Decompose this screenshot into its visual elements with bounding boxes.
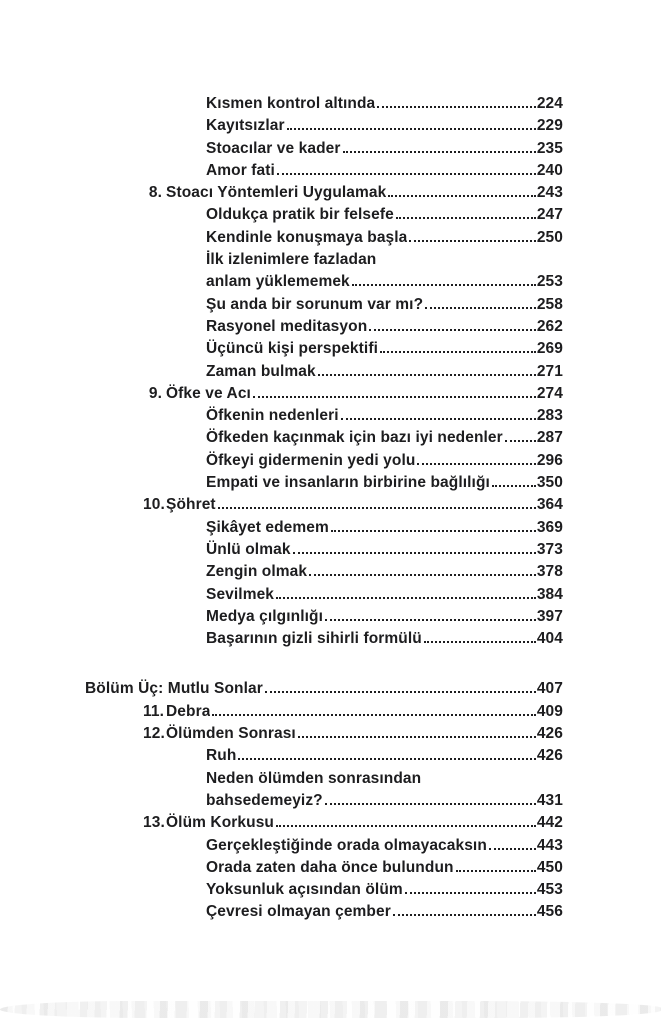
page-number: 431: [536, 791, 563, 809]
toc-entry: [85, 361, 563, 383]
dot-leader: [218, 506, 536, 509]
toc-entry: [85, 494, 563, 516]
entry-title: Ölümden Sonrası: [166, 725, 296, 743]
dot-leader: [238, 757, 535, 760]
dot-leader: [380, 350, 536, 353]
entry-title: Şöhret: [166, 496, 216, 514]
entry-title: Şikâyet edemem: [206, 518, 329, 536]
entry-title: Zengin olmak: [206, 563, 308, 581]
entry-title: Stoacılar ve kader: [206, 139, 341, 157]
dot-leader: [331, 529, 536, 532]
dot-leader: [388, 194, 535, 197]
toc-entry: [85, 115, 563, 137]
entry-title: Bölüm Üç: Mutlu Sonlar: [85, 680, 263, 698]
page-number: 287: [536, 429, 563, 447]
toc-entry: [85, 517, 563, 539]
toc-entry: [85, 745, 563, 767]
chapter-number: 10.: [143, 496, 165, 514]
dot-leader: [456, 869, 536, 872]
entry-title: Şu anda bir sorunum var mı?: [206, 295, 424, 313]
page-number: 269: [536, 340, 563, 358]
dot-leader: [293, 551, 536, 554]
toc-entry: [85, 701, 563, 723]
page-number: 456: [536, 903, 563, 921]
entry-title: Orada zaten daha önce bulundun: [206, 858, 454, 876]
dot-leader: [253, 395, 536, 398]
toc-entry: [85, 204, 563, 226]
entry-title: Sevilmek: [206, 585, 275, 603]
entry-title: Öfkenin nedenleri: [206, 407, 339, 425]
chapter-number: 9.: [148, 384, 162, 402]
toc-entry: [85, 93, 563, 115]
toc-entry: [85, 472, 563, 494]
page-number: 350: [536, 474, 563, 492]
page-number: 240: [536, 161, 563, 179]
toc-entry: [85, 338, 563, 360]
toc-entry: [85, 271, 563, 293]
toc-entry: [85, 160, 563, 182]
page-number: 224: [536, 95, 563, 112]
entry-title: Amor fati: [206, 161, 275, 179]
chapter-number: 12.: [143, 725, 165, 743]
page-number: 262: [536, 317, 563, 335]
dot-leader: [318, 373, 536, 376]
entry-title: Oldukça pratik bir felsefe: [206, 206, 394, 224]
dot-leader: [424, 640, 536, 643]
dot-leader: [492, 484, 536, 487]
page-number: 283: [536, 407, 563, 425]
entry-title: Stoacı Yöntemleri Uygulamak: [166, 184, 387, 202]
toc-list: [85, 93, 563, 924]
page-number: 409: [536, 702, 563, 720]
dot-leader: [277, 172, 536, 175]
dot-leader: [425, 306, 536, 309]
toc-entry: [85, 606, 563, 628]
dot-leader: [276, 596, 536, 599]
page-number: 247: [536, 206, 563, 224]
entry-title: Ölüm Korkusu: [166, 814, 274, 832]
toc-entry: [85, 383, 563, 405]
toc-entry: [85, 628, 563, 650]
page-number: 397: [536, 607, 563, 625]
entry-title: Öfkeyi gidermenin yedi yolu: [206, 451, 416, 469]
dot-leader: [265, 690, 536, 693]
entry-title: Başarının gizli sihirli formülü: [206, 630, 422, 648]
page-number: 271: [536, 362, 563, 380]
entry-title: Ünlü olmak: [206, 540, 291, 558]
page-number: 250: [536, 228, 563, 246]
page-number: 274: [536, 384, 563, 402]
entry-title: Üçüncü kişi perspektifi: [206, 340, 378, 358]
dot-leader: [287, 127, 536, 130]
page-number: 450: [536, 858, 563, 876]
dot-leader: [369, 328, 536, 331]
toc-entry: [85, 561, 563, 583]
dot-leader: [377, 105, 536, 108]
toc-entry: [85, 316, 563, 338]
dot-leader: [396, 216, 536, 219]
toc-entry: [85, 138, 563, 160]
toc-entry: [85, 835, 563, 857]
page-number: 296: [536, 451, 563, 469]
chapter-number: 13.: [143, 814, 165, 832]
toc-entry: [85, 405, 563, 427]
entry-title: Yoksunluk açısından ölüm: [206, 881, 403, 899]
toc-entry: [85, 768, 563, 790]
dot-leader: [505, 439, 536, 442]
dot-leader: [341, 417, 536, 420]
entry-title: Gerçekleştiğinde orada olmayacaksın: [206, 836, 487, 854]
page-number: 364: [536, 496, 563, 514]
toc-entry: [85, 790, 563, 812]
page-number: 229: [536, 117, 563, 135]
toc-entry: [85, 249, 563, 271]
toc-entry: [85, 879, 563, 901]
page-number: 426: [536, 725, 563, 743]
dot-leader: [325, 618, 536, 621]
entry-title: Debra: [166, 702, 211, 720]
page-number: 442: [536, 814, 563, 832]
dot-leader: [393, 913, 536, 916]
dot-leader: [343, 150, 536, 153]
entry-title: Empati ve insanların birbirine bağlılığı: [206, 474, 490, 492]
entry-title: Neden ölümden sonrasından: [206, 769, 422, 787]
toc-entry: [85, 678, 563, 700]
toc-entry: [85, 812, 563, 834]
chapter-number: 8.: [148, 184, 162, 202]
entry-title: Kısmen kontrol altında: [206, 95, 376, 112]
page-number: 258: [536, 295, 563, 313]
dot-leader: [405, 891, 536, 894]
entry-title: Öfke ve Acı: [166, 384, 251, 402]
page-number: 253: [536, 273, 563, 291]
entry-title: Kendinle konuşmaya başla: [206, 228, 408, 246]
page-number: 373: [536, 540, 563, 558]
page-number: 426: [536, 747, 563, 765]
entry-title: Ruh: [206, 747, 237, 765]
toc-entry: [85, 901, 563, 923]
page-number: 378: [536, 563, 563, 581]
toc-entry: [85, 450, 563, 472]
dot-leader: [212, 713, 535, 716]
dot-leader: [417, 462, 535, 465]
entry-title: Öfkeden kaçınmak için bazı iyi nedenler: [206, 429, 503, 447]
toc-entry: [85, 539, 563, 561]
entry-title: bahsedemeyiz?: [206, 791, 323, 809]
entry-title: Çevresi olmayan çember: [206, 903, 391, 921]
toc-entry: [85, 294, 563, 316]
page-number: 443: [536, 836, 563, 854]
entry-title: Kayıtsızlar: [206, 117, 285, 135]
dot-leader: [409, 239, 535, 242]
dot-leader: [276, 824, 536, 827]
toc-entry: [85, 584, 563, 606]
page-number: 404: [536, 630, 563, 648]
toc-entry: [85, 723, 563, 745]
scan-noise-edge: [0, 1001, 661, 1018]
page-number: 243: [536, 184, 563, 202]
toc-entry: [85, 857, 563, 879]
toc-entry: [85, 427, 563, 449]
page-number: 235: [536, 139, 563, 157]
dot-leader: [298, 735, 536, 738]
page-number: 384: [536, 585, 563, 603]
entry-title: İlk izlenimlere fazladan: [206, 251, 377, 269]
entry-title: Zaman bulmak: [206, 362, 316, 380]
dot-leader: [325, 802, 536, 805]
dot-leader: [352, 283, 536, 286]
toc-entry: [85, 182, 563, 204]
entry-title: anlam yüklememek: [206, 273, 350, 291]
page-number: 369: [536, 518, 563, 536]
entry-title: Medya çılgınlığı: [206, 607, 324, 625]
chapter-number: 11.: [143, 702, 164, 720]
page-number: 407: [536, 680, 563, 698]
entry-title: Rasyonel meditasyon: [206, 317, 368, 335]
toc-entry: [85, 227, 563, 249]
dot-leader: [309, 573, 536, 576]
dot-leader: [489, 847, 536, 850]
page-number: 453: [536, 881, 563, 899]
